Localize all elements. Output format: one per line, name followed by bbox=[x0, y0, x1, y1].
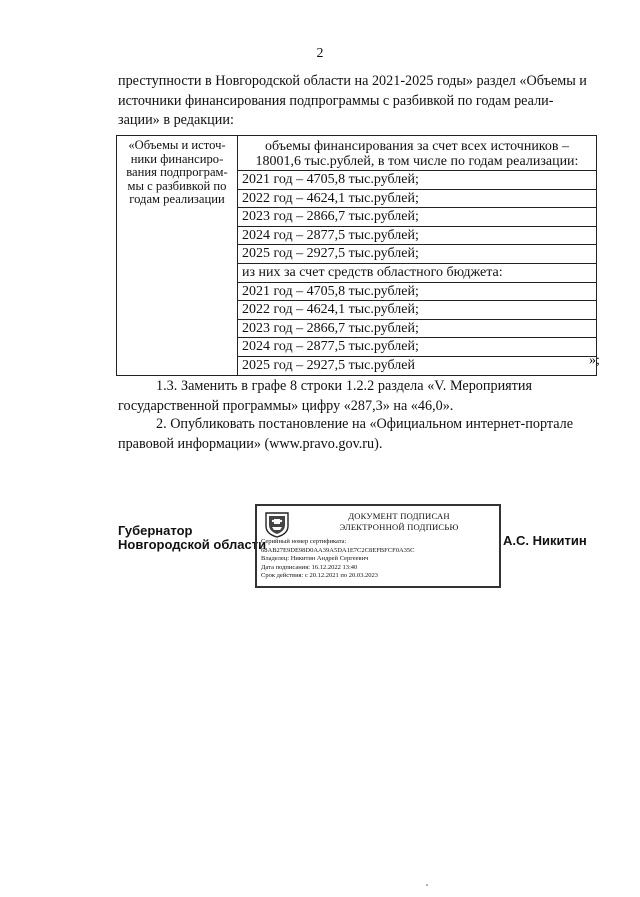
coat-of-arms-icon bbox=[262, 510, 292, 538]
stamp-heading-line: ЭЛЕКТРОННОЙ ПОДПИСЬЮ bbox=[339, 522, 459, 532]
table-row: 2025 год – 2927,5 тыс.рублей; bbox=[238, 245, 597, 264]
left-label-line: «Объемы и источ- bbox=[128, 138, 226, 152]
stamp-heading-line: ДОКУМЕНТ ПОДПИСАН bbox=[348, 511, 450, 521]
scan-speck bbox=[426, 884, 428, 886]
stamp-owner: Владелец: Никитин Андрей Сергеевич bbox=[261, 555, 369, 563]
position-line: Губернатор bbox=[118, 523, 193, 538]
electronic-signature-stamp bbox=[255, 504, 501, 588]
item-line: 2. Опубликовать постановление на «Официальном интернет-портале bbox=[156, 416, 574, 432]
left-label-line: годам реализации bbox=[129, 192, 225, 207]
intro-line: преступности в Новгородской области на 2021-2025 годы» раздел «Объемы и bbox=[118, 73, 587, 89]
item-line: правовой информации» (www.pravo.gov.ru). bbox=[118, 435, 383, 452]
table-row: 2022 год – 4624,1 тыс.рублей; bbox=[238, 189, 597, 208]
item-2-paragraph bbox=[118, 415, 574, 454]
table-row: 2022 год – 4624,1 тыс.рублей; bbox=[238, 301, 597, 320]
left-label-line: ники финансиро- bbox=[130, 151, 224, 166]
financing-table bbox=[116, 135, 597, 376]
signatory-position bbox=[118, 524, 266, 552]
item-1-3-paragraph bbox=[118, 377, 532, 416]
table-row: 2024 год – 2877,5 тыс.рублей; bbox=[238, 226, 597, 245]
page-number: 2 bbox=[316, 46, 324, 61]
table-row: 2021 год – 4705,8 тыс.рублей; bbox=[238, 171, 597, 190]
left-label-line: вания подпрограм- bbox=[126, 165, 228, 180]
table-row: 2023 год – 2866,7 тыс.рублей; bbox=[238, 208, 597, 227]
intro-line: источники финансирования подпрограммы с разбивкой по годам реали- bbox=[118, 92, 554, 109]
table-closing-quote: »; bbox=[589, 353, 600, 368]
item-line: 1.3. Заменить в графе 8 строки 1.2.2 раздела «V. Мероприятия bbox=[156, 378, 532, 394]
table-heading-cell bbox=[238, 136, 597, 171]
signatory-name: А.С. Никитин bbox=[503, 533, 587, 548]
intro-line: зации» в редакции: bbox=[118, 112, 234, 128]
table-left-label bbox=[117, 136, 238, 376]
table-row: 2024 год – 2877,5 тыс.рублей; bbox=[238, 338, 597, 357]
table-row: 2025 год – 2927,5 тыс.рублей bbox=[238, 356, 597, 375]
table-row: 2021 год – 4705,8 тыс.рублей; bbox=[238, 282, 597, 301]
stamp-sign-date: Дата подписания: 16.12.2022 13:40 bbox=[261, 563, 358, 571]
stamp-heading bbox=[301, 511, 497, 533]
heading-line: 18001,6 тыс.рублей, в том числе по годам реализации: bbox=[255, 154, 579, 169]
table-row: 2023 год – 2866,7 тыс.рублей; bbox=[238, 319, 597, 338]
left-label-line: мы с разбивкой по bbox=[127, 178, 227, 193]
position-line: Новгородской области bbox=[118, 537, 267, 552]
stamp-validity: Срок действия: с 20.12.2021 по 20.03.2023 bbox=[261, 572, 378, 580]
item-line: государственной программы» цифру «287,3» на «46,0». bbox=[118, 397, 454, 414]
stamp-cert-label: Серийный номер сертификата: bbox=[261, 538, 347, 545]
table-row: из них за счет средств областного бюджета: bbox=[238, 263, 597, 282]
stamp-cert-number: 68AB27E9DE98D0AA39A5DA1E7C2C8EFBFCF0A35C bbox=[261, 546, 415, 554]
stamp-details bbox=[261, 538, 415, 581]
heading-line: объемы финансирования за счет всех источников – bbox=[264, 139, 570, 154]
intro-paragraph bbox=[118, 72, 587, 131]
